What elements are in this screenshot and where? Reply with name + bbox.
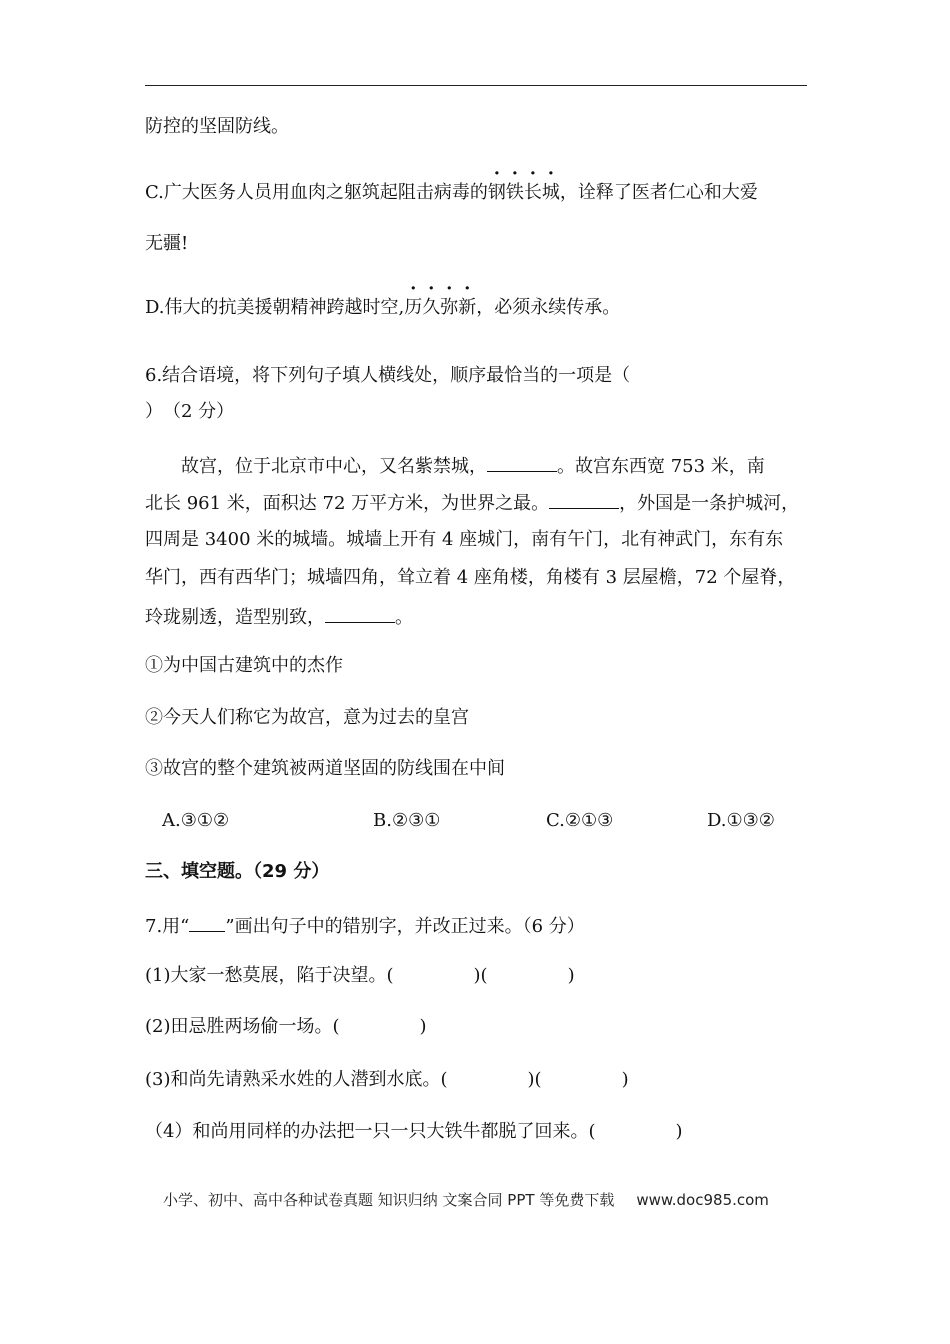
answer-blank[interactable]	[325, 604, 395, 623]
text-line: 防控的坚固防线。	[145, 116, 289, 137]
emphasis-char: 弥	[440, 297, 459, 318]
choice-c[interactable]: C.②①③	[546, 810, 614, 831]
emphasis-char: 铁	[505, 182, 524, 203]
emphasis-char: 长	[523, 182, 542, 203]
emphasis-char: 久	[422, 297, 441, 318]
underline-sample	[189, 913, 225, 932]
header-rule	[145, 85, 807, 86]
question-7-item-2: (2)田忌胜两场偷一场。( )	[145, 1016, 427, 1037]
sentence-option: ②今天人们称它为故宫，意为过去的皇宫	[145, 707, 469, 728]
choice-d[interactable]: D.①③②	[707, 810, 775, 831]
question-7-item-1: (1)大家一愁莫展，陷于决望。( )( )	[145, 965, 575, 986]
option-d-line: D.伟大的抗美援朝精神跨越时空,历久弥新，必须永续传承。	[145, 297, 621, 318]
passage-line: 华门，西有西华门；城墙四角，耸立着 4 座角楼，角楼有 3 层屋檐，72 个屋脊，	[145, 567, 796, 588]
answer-blank[interactable]	[549, 490, 619, 509]
passage-line: 玲珑剔透，造型别致， 。	[145, 604, 413, 630]
text-line: 无疆!	[145, 233, 189, 254]
emphasis-char: 新	[458, 297, 477, 318]
section-heading: 三、填空题。（29 分）	[145, 861, 330, 882]
passage-line: 故宫，位于北京市中心，又名紫禁城， 。故宫东西宽 753 米，南	[181, 453, 765, 479]
question-7-title: 7.用“ ”画出句子中的错别字，并改正过来。（6 分）	[145, 913, 585, 939]
question-7-item-4: （4）和尚用同样的办法把一只一只大铁牛都脱了回来。( )	[145, 1121, 683, 1142]
passage-line: 四周是 3400 米的城墙。城墙上开有 4 座城门，南有午门，北有神武门，东有东	[145, 529, 784, 550]
answer-blank[interactable]	[487, 453, 557, 472]
emphasis-char: 钢	[487, 182, 506, 203]
sentence-option: ③故宫的整个建筑被两道坚固的防线围在中间	[145, 758, 505, 779]
emphasis-char: 历	[404, 297, 423, 318]
choice-a[interactable]: A.③①②	[162, 810, 230, 831]
sentence-option: ①为中国古建筑中的杰作	[145, 655, 343, 676]
page-footer	[163, 1190, 769, 1210]
emphasis-char: 城	[541, 182, 560, 203]
footer-text: 小学、初中、高中各种试卷真题 知识归纳 文案合同 PPT 等免费下载	[163, 1191, 615, 1209]
choice-b[interactable]: B.②③①	[373, 810, 441, 831]
passage-line: 北长 961 米，面积达 72 万平方米，为世界之最。 ，外国是一条护城河，	[145, 490, 799, 516]
question-6-score: ） （2 分）	[145, 401, 235, 422]
question-6-title: 6.结合语境，将下列句子填人横线处，顺序最恰当的一项是（	[145, 365, 631, 386]
option-c-line: C.广大医务人员用血肉之躯筑起阻击病毒的钢铁长城，诠释了医者仁心和大爱	[145, 182, 758, 203]
question-7-item-3: (3)和尚先请熟采水姓的人潜到水底。( )( )	[145, 1069, 629, 1090]
footer-url[interactable]: www.doc985.com	[636, 1191, 769, 1209]
